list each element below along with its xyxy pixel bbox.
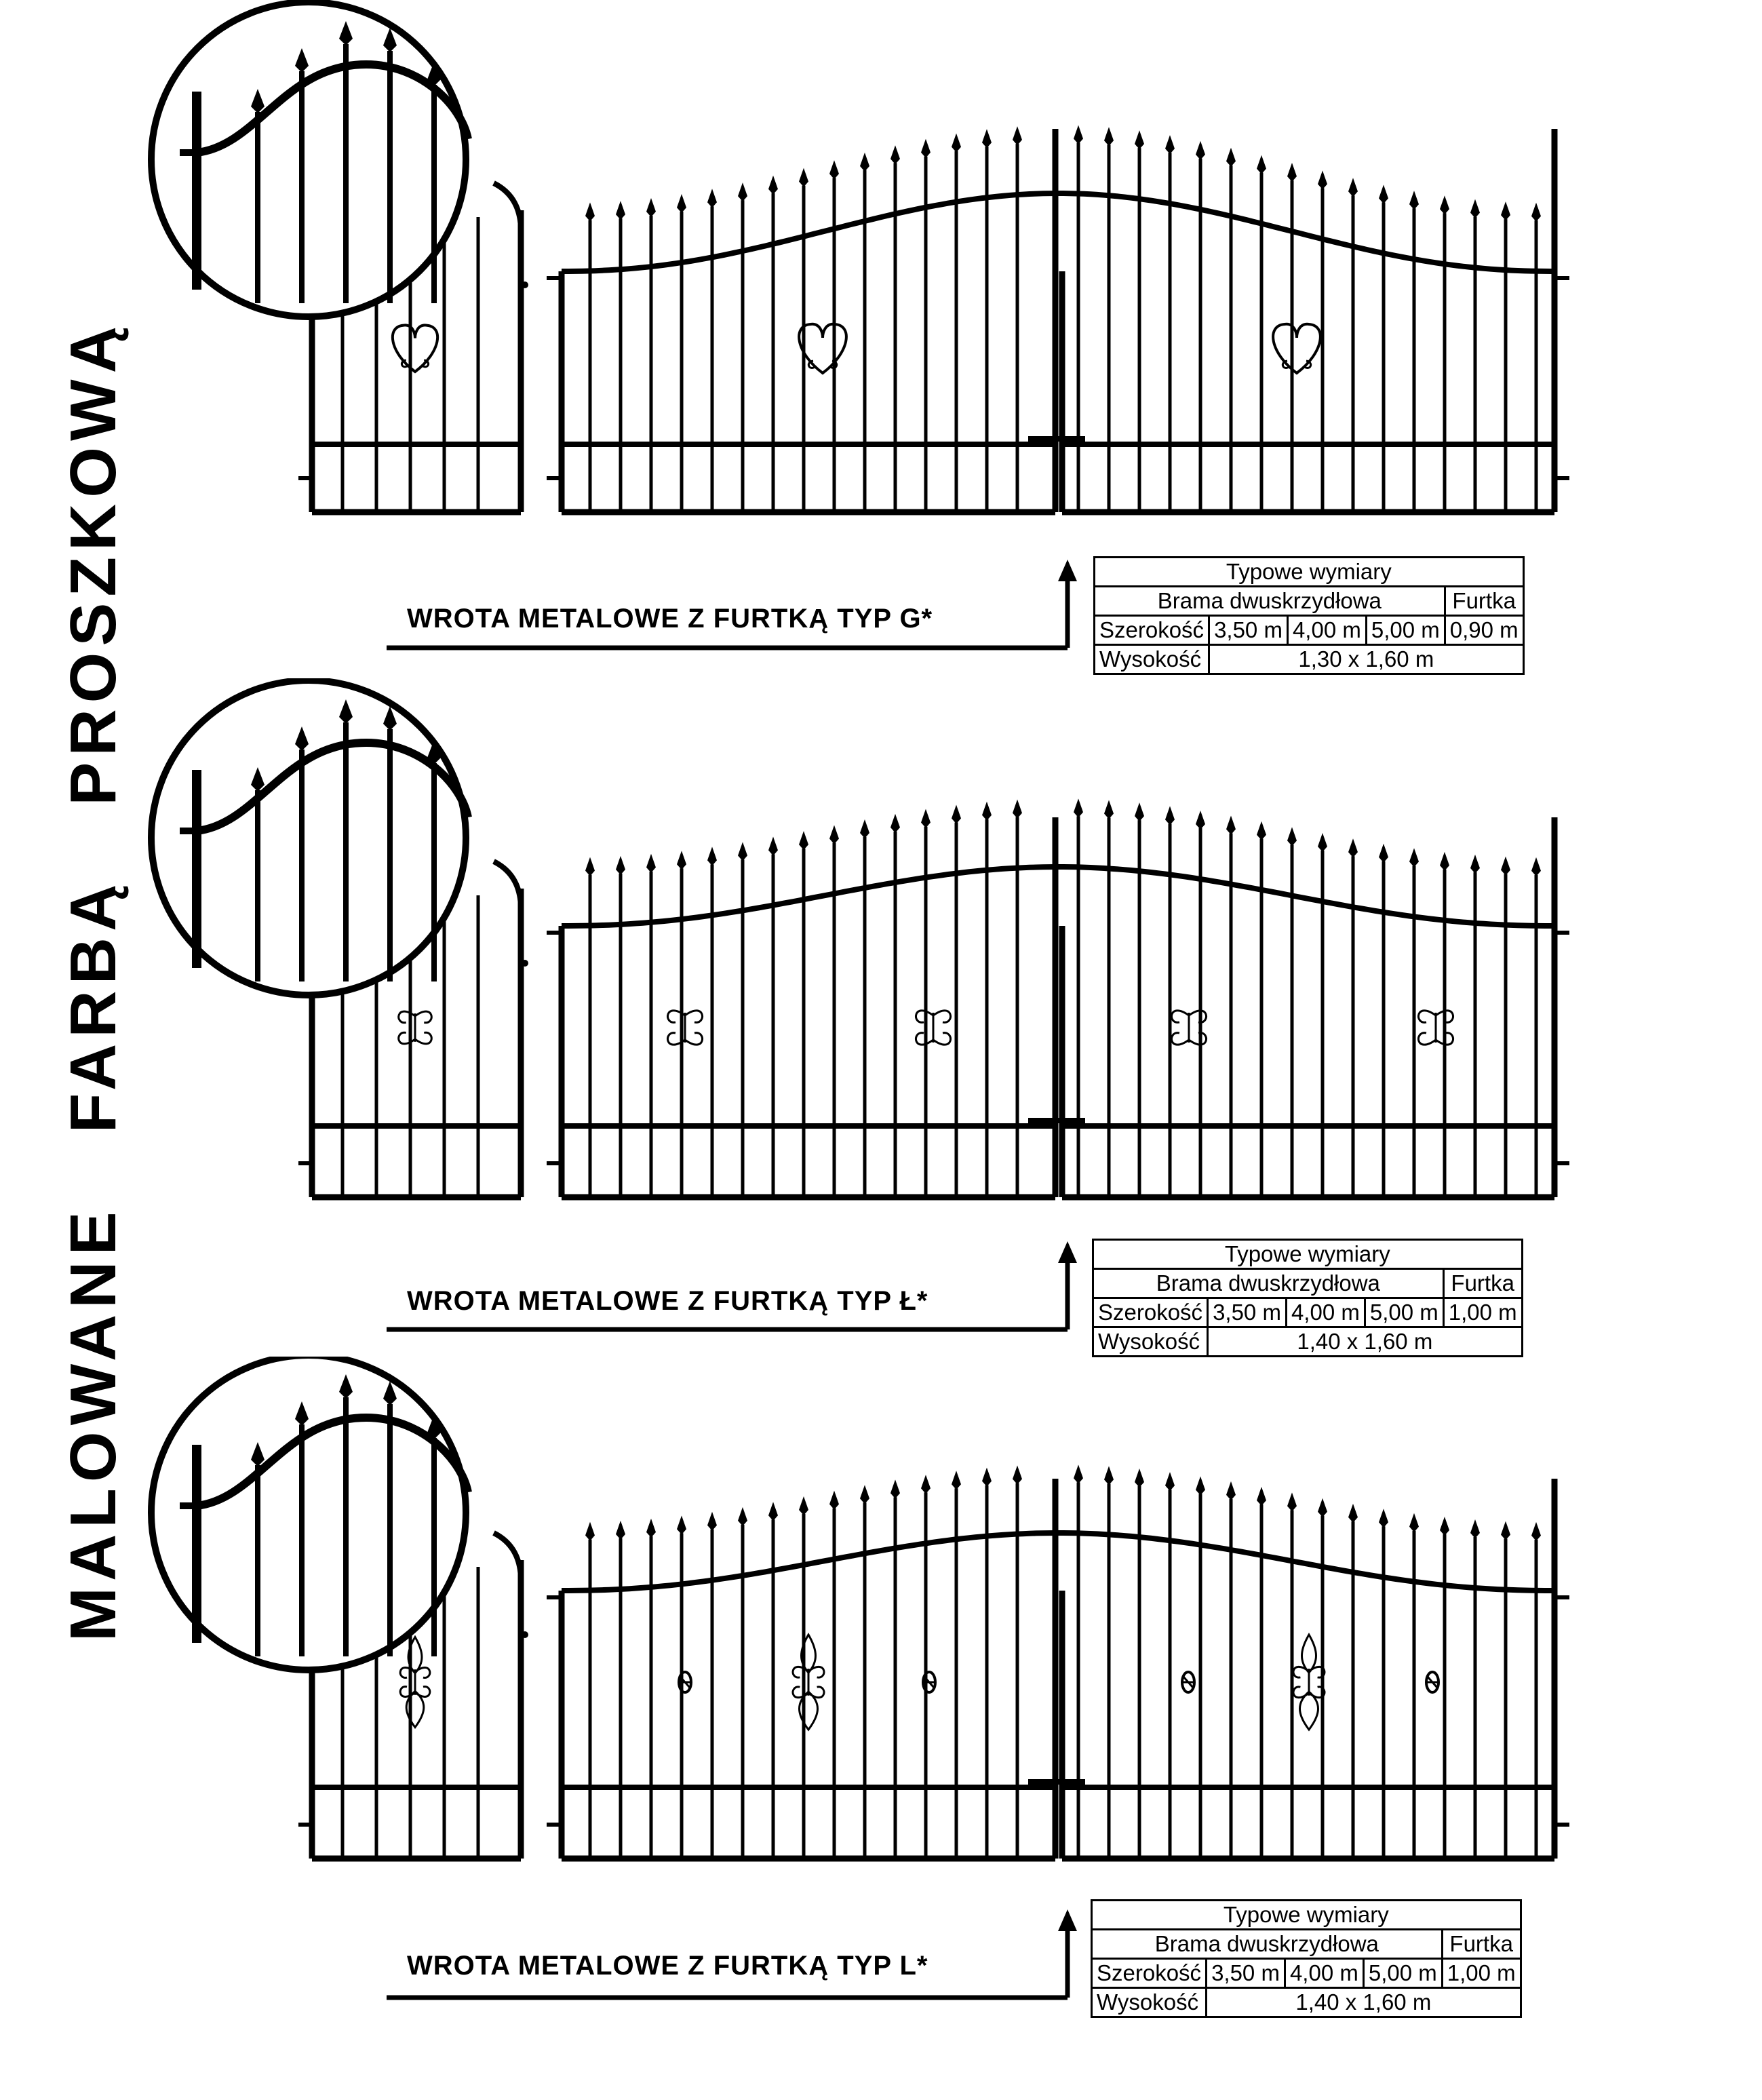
wicket-top-curve <box>494 183 521 231</box>
wicket-width-value: 1,00 m <box>1443 1298 1522 1327</box>
latch-dot-icon <box>522 281 528 288</box>
spear-tip-icon <box>1409 1513 1419 1532</box>
spear-tip-icon <box>1348 178 1358 197</box>
spear-tip-icon <box>1318 833 1327 852</box>
spear-tip-icon <box>1226 1481 1236 1500</box>
gate-type-header: Brama dwuskrzydłowa <box>1095 587 1445 616</box>
spear-tip-icon <box>585 1522 595 1541</box>
gate-caption-l: WROTA METALOWE Z FURTKĄ TYP L* <box>407 1951 928 1981</box>
spear-tip-icon <box>860 153 869 172</box>
spear-tip-icon <box>829 160 839 179</box>
spear-tip-icon <box>1531 1522 1541 1541</box>
spear-tip-icon <box>768 176 778 195</box>
spear-tip-icon <box>1440 195 1449 214</box>
spear-tip-icon <box>1440 1517 1449 1536</box>
pointer-arrow-icon <box>1058 1241 1077 1263</box>
spear-tip-icon <box>1165 135 1175 154</box>
spear-tip-icon <box>829 1491 839 1510</box>
double-scroll-ornament-icon <box>1189 1011 1207 1022</box>
spear-tip-icon <box>1196 811 1205 830</box>
spear-tip-icon <box>616 201 625 220</box>
spear-tip-icon <box>1226 816 1236 835</box>
spear-tip-icon <box>1379 844 1388 863</box>
spear-tip-icon <box>1196 1477 1205 1496</box>
basket-twist-icon <box>1182 1677 1194 1688</box>
width-label: Szerokość <box>1095 616 1209 645</box>
wicket-header: Furtka <box>1443 1269 1522 1298</box>
spear-tip-icon <box>1196 141 1205 160</box>
double-scroll-ornament-icon <box>1171 1011 1189 1022</box>
spear-tip-icon <box>921 139 931 158</box>
gate-type-header: Brama dwuskrzydłowa <box>1093 1269 1444 1298</box>
spear-tip-icon <box>860 819 869 838</box>
table-title: Typowe wymiary <box>1092 1901 1521 1930</box>
width-value: 4,00 m <box>1286 1298 1365 1327</box>
heart-scroll-ornament-icon <box>393 325 437 372</box>
width-value: 5,00 m <box>1363 1959 1442 1988</box>
spear-tip-icon <box>1013 1466 1022 1485</box>
pointer-arrow-icon <box>1058 560 1077 581</box>
double-scroll-ornament-icon <box>415 1032 431 1044</box>
double-scroll-ornament-icon <box>933 1011 951 1022</box>
width-label: Szerokość <box>1092 1959 1207 1988</box>
spear-tip-icon <box>1470 199 1480 218</box>
spear-tip-icon <box>1470 855 1480 874</box>
wicket-header: Furtka <box>1442 1930 1521 1959</box>
dimensions-table-l <box>1091 1899 1522 2018</box>
spear-tip-icon <box>799 1496 808 1515</box>
spear-tip-icon <box>1409 191 1419 210</box>
table-title: Typowe wymiary <box>1095 558 1524 587</box>
spear-tip-icon <box>890 1479 900 1498</box>
height-value: 1,30 x 1,60 m <box>1209 645 1524 674</box>
gate-section-l-stroke <box>0 678 1762 1357</box>
spear-tip-icon <box>1318 170 1327 189</box>
width-value: 3,50 m <box>1207 1959 1285 1988</box>
double-scroll-ornament-icon <box>1418 1011 1436 1022</box>
heart-scroll-ornament-icon <box>1273 324 1320 373</box>
table-title: Typowe wymiary <box>1093 1240 1523 1269</box>
spear-tip-icon <box>585 202 595 221</box>
double-scroll-ornament-icon <box>808 1687 824 1698</box>
spear-tip-icon <box>1440 852 1449 871</box>
spear-tip-icon <box>1257 155 1266 174</box>
spear-tip-icon <box>952 1471 961 1490</box>
width-value: 3,50 m <box>1208 1298 1287 1327</box>
spear-tip-icon <box>677 851 686 870</box>
spear-tip-icon <box>738 182 747 201</box>
double-scroll-ornament-icon <box>933 1033 951 1045</box>
spear-tip-icon <box>1226 148 1236 167</box>
leaf-ornament-icon <box>1302 1635 1316 1673</box>
gate-section-l <box>0 1357 1762 2035</box>
double-scroll-ornament-icon <box>1189 1033 1207 1045</box>
spear-tip-icon <box>890 145 900 164</box>
double-scroll-ornament-icon <box>685 1011 703 1022</box>
spear-tip-icon <box>1379 1509 1388 1528</box>
spear-tip-icon <box>616 1521 625 1540</box>
spear-tip-icon <box>768 837 778 856</box>
latch-dot-icon <box>522 1631 528 1638</box>
double-scroll-ornament-icon <box>415 1667 430 1677</box>
height-label: Wysokość <box>1092 1988 1207 2017</box>
spear-tip-icon <box>1287 163 1297 182</box>
pointer-arrow-icon <box>1058 1909 1077 1931</box>
spear-tip-icon <box>982 802 992 821</box>
spear-tip-icon <box>646 1519 656 1538</box>
wicket-width-value: 1,00 m <box>1442 1959 1521 1988</box>
spear-tip-icon <box>707 189 717 208</box>
spear-tip-icon <box>1135 1469 1144 1488</box>
latch-dot-icon <box>522 960 528 967</box>
spear-tip-icon <box>1074 798 1083 817</box>
spear-tip-icon <box>1165 806 1175 825</box>
spear-tip-icon <box>1013 126 1022 145</box>
width-value: 5,00 m <box>1365 1298 1443 1327</box>
spear-tip-icon <box>1501 201 1510 220</box>
spear-tip-icon <box>982 129 992 148</box>
double-scroll-ornament-icon <box>399 1011 415 1023</box>
spear-tip-icon <box>982 1468 992 1487</box>
width-value: 5,00 m <box>1366 616 1445 645</box>
gate-section-g <box>0 0 1762 678</box>
spear-tip-icon <box>616 856 625 875</box>
gate-artwork <box>151 1357 1569 1859</box>
wicket-top-curve <box>494 1533 521 1580</box>
spear-tip-icon <box>1074 1464 1083 1483</box>
width-value: 4,00 m <box>1287 616 1366 645</box>
spear-tip-icon <box>1287 827 1297 846</box>
double-scroll-ornament-icon <box>400 1667 415 1677</box>
spear-tip-icon <box>677 1515 686 1534</box>
spear-tip-icon <box>1257 821 1266 840</box>
spear-tip-icon <box>1287 1492 1297 1511</box>
spear-tip-icon <box>799 831 808 850</box>
spear-tip-icon <box>707 1512 717 1531</box>
double-scroll-ornament-icon <box>1171 1033 1189 1045</box>
spear-tip-icon <box>952 134 961 153</box>
gate-type-header: Brama dwuskrzydłowa <box>1092 1930 1443 1959</box>
spear-tip-icon <box>1409 848 1419 867</box>
spear-tip-icon <box>1318 1498 1327 1517</box>
gate-caption-g: WROTA METALOWE Z FURTKĄ TYP G* <box>407 604 933 634</box>
double-scroll-ornament-icon <box>400 1687 415 1697</box>
spear-tip-icon <box>1348 1504 1358 1523</box>
dimensions-table-l-stroke <box>1092 1239 1523 1357</box>
spear-tip-icon <box>1135 802 1144 821</box>
spear-tip-icon <box>1501 857 1510 876</box>
spear-tip-icon <box>768 1502 778 1521</box>
wicket-header: Furtka <box>1445 587 1523 616</box>
spear-tip-icon <box>1104 1466 1114 1485</box>
spear-tip-icon <box>1257 1487 1266 1506</box>
dimensions-table-g <box>1093 556 1525 675</box>
spear-tip-icon <box>860 1485 869 1504</box>
spear-tip-icon <box>799 168 808 187</box>
spear-tip-icon <box>921 1475 931 1494</box>
height-value: 1,40 x 1,60 m <box>1207 1988 1521 2017</box>
gate-caption-l-stroke: WROTA METALOWE Z FURTKĄ TYP Ł* <box>407 1286 928 1316</box>
gate-artwork <box>151 680 1569 1197</box>
spear-tip-icon <box>921 809 931 828</box>
height-label: Wysokość <box>1095 645 1209 674</box>
spear-tip-icon <box>1531 857 1541 876</box>
double-scroll-ornament-icon <box>1418 1033 1436 1045</box>
basket-twist-icon <box>1426 1677 1438 1688</box>
height-value: 1,40 x 1,60 m <box>1208 1327 1523 1357</box>
width-label: Szerokość <box>1093 1298 1208 1327</box>
spear-tip-icon <box>952 805 961 824</box>
spear-tip-icon <box>1013 800 1022 819</box>
double-scroll-ornament-icon <box>399 1032 415 1044</box>
gate-artwork <box>151 2 1569 512</box>
spear-tip-icon <box>738 1507 747 1526</box>
spear-tip-icon <box>1104 127 1114 146</box>
spear-tip-icon <box>1501 1521 1510 1540</box>
wicket-width-value: 0,90 m <box>1445 616 1523 645</box>
spear-tip-icon <box>677 194 686 213</box>
spear-tip-icon <box>1104 800 1114 819</box>
spear-tip-icon <box>585 857 595 876</box>
spear-tip-icon <box>890 814 900 833</box>
double-scroll-ornament-icon <box>685 1033 703 1045</box>
spear-tip-icon <box>1074 125 1083 144</box>
width-value: 3,50 m <box>1209 616 1288 645</box>
double-scroll-ornament-icon <box>415 1011 431 1023</box>
wicket-top-curve <box>494 861 521 909</box>
spear-tip-icon <box>707 847 717 866</box>
width-value: 4,00 m <box>1285 1959 1363 1988</box>
spear-tip-icon <box>829 825 839 844</box>
double-scroll-ornament-icon <box>1293 1687 1309 1698</box>
spear-tip-icon <box>1165 1472 1175 1491</box>
spear-tip-icon <box>1531 203 1541 222</box>
spear-tip-icon <box>646 854 656 873</box>
side-title: MALOWANE FARBĄ PROSZKOWĄ <box>57 320 130 1641</box>
spear-tip-icon <box>1379 184 1388 203</box>
spear-tip-icon <box>1470 1519 1480 1538</box>
heart-scroll-ornament-icon <box>799 324 846 373</box>
double-scroll-ornament-icon <box>415 1687 430 1697</box>
spear-tip-icon <box>646 198 656 217</box>
spear-tip-icon <box>738 842 747 861</box>
double-scroll-ornament-icon <box>793 1687 808 1698</box>
height-label: Wysokość <box>1093 1327 1208 1357</box>
spear-tip-icon <box>1135 130 1144 149</box>
spear-tip-icon <box>1348 838 1358 857</box>
